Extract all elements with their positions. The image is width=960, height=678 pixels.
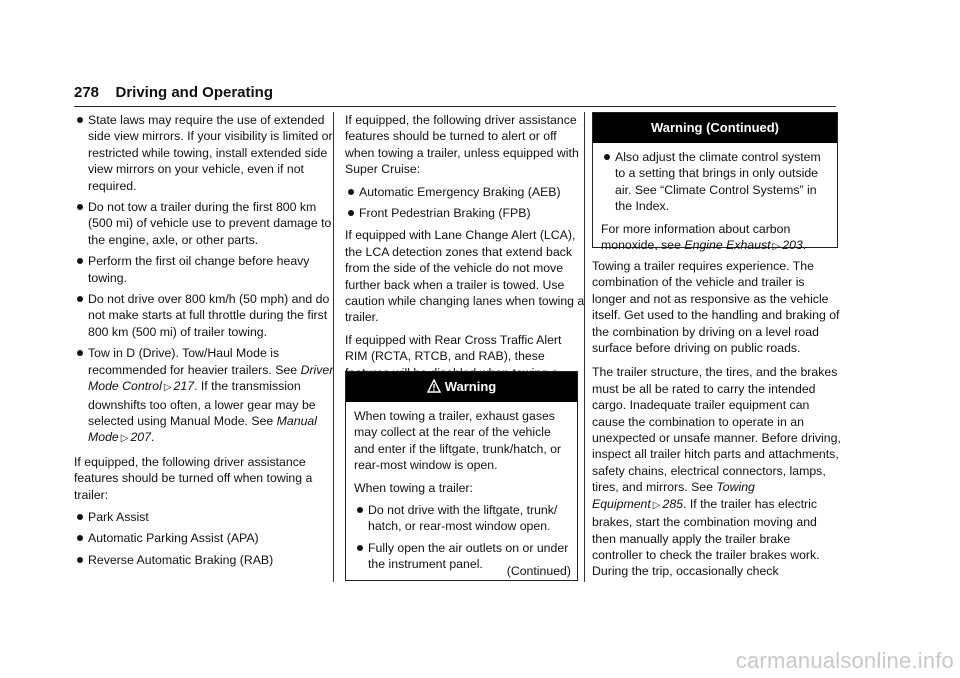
warning-continued-title: Warning (Continued) xyxy=(593,113,837,143)
list-item: Park Assist xyxy=(74,509,336,525)
paragraph-text: The trailer structure, the tires, and the brakes must be all be rated to carry the intended cargo. Inadequate trailer equipment can cause the combination to operate in an unexpected or unsafe manner. Before driving, inspect all trailer hitch parts and attachments, safety chains, electrical connectors, lamps, tires, and mirrors. See xyxy=(592,365,841,495)
page-ref-icon: ▷ xyxy=(772,241,781,253)
warning-title-bar xyxy=(346,372,577,402)
page-ref-icon: ▷ xyxy=(163,382,172,394)
bullet-list-2 xyxy=(74,509,336,568)
continued-label: (Continued) xyxy=(506,564,571,578)
column-2 xyxy=(345,112,585,404)
xref-towing-equipment[interactable]: Towing Equipment xyxy=(592,480,755,511)
warning-continued-body xyxy=(593,143,837,265)
paragraph xyxy=(592,364,842,579)
page-ref-icon: ▷ xyxy=(120,433,129,445)
paragraph-text: . If the trailer has electric brakes, start the combination moving and then manually apply the trailer brake controller to check the trailer brakes work. During the trip, occasionally check xyxy=(592,496,820,579)
list-item: Automatic Parking Assist (APA) xyxy=(74,530,336,546)
list-item: Front Pedestrian Braking (FPB) xyxy=(345,205,585,221)
warning-bullets xyxy=(354,502,569,573)
paragraph: Towing a trailer requires experience. The combination of the vehicle and trailer is longer and not as responsive as the vehicle itself. Get used to the handling and braking of the combination by driving on a level road surface before driving on public roads. xyxy=(592,259,840,356)
column-divider xyxy=(333,112,334,582)
list-item: Do not tow a trailer during the first 800 km (500 mi) of vehicle use to prevent damage to the engine, axle, or other parts. xyxy=(74,199,336,248)
warning-bullets xyxy=(601,149,829,215)
warning-box xyxy=(345,371,578,581)
list-item: Do not drive with the liftgate, trunk/ hatch, or rear-most window open. xyxy=(354,502,569,535)
page-number: 278 xyxy=(74,84,100,101)
xref-driver-mode-control[interactable]: Driver Mode Control xyxy=(88,362,334,394)
warning-paragraph: When towing a trailer, exhaust gases may collect at the rear of the vehicle and enter if the liftgate, trunk/hatch, or rear-most window is open. xyxy=(354,409,562,473)
column-3-text xyxy=(592,258,842,588)
warning-continued-box xyxy=(592,112,838,253)
paragraph: If equipped with Rear Cross Traffic Alert RIM (RCTA, RTCB, and RAB), these xyxy=(345,332,562,364)
warning-text: For more information about carbon monoxide, see xyxy=(601,221,791,253)
page-ref-number[interactable]: 207 xyxy=(130,430,151,445)
list-item: Automatic Emergency Braking (AEB) xyxy=(345,184,585,200)
xref-engine-exhaust[interactable]: Engine Exhaust xyxy=(684,238,771,253)
page-ref-number[interactable]: 217 xyxy=(173,379,195,394)
list-item: Do not drive over 800 km/h (50 mph) and do not make starts at full throttle during the first 800 km (500 mi) of trailer towing. xyxy=(74,291,336,340)
paragraph: If equipped with Lane Change Alert (LCA), the LCA detection zones that extend back from the side of the vehicle do not move further back when a trailer is towed. Use caution while changing lanes when towing a trailer. xyxy=(345,228,585,325)
warning-paragraph xyxy=(601,221,829,256)
paragraph: If equipped, the following driver assistance features should be turned to alert or off when towing a trailer, unless equipped with Super Cruise: xyxy=(345,113,579,177)
bullet-list-1 xyxy=(74,112,336,448)
warning-paragraph: When towing a trailer: xyxy=(354,480,473,495)
paragraph: If equipped, the following driver assistance features should be turned off when towing a trailer: xyxy=(74,454,313,502)
list-item: State laws may require the use of extended side view mirrors. If your visibility is limited or restricted while towing, install extended side view mirrors on your vehicle, even if not required. xyxy=(74,112,336,194)
page-ref-icon: ▷ xyxy=(652,499,661,511)
watermark: carmanualsonline.info xyxy=(735,648,954,673)
page-header xyxy=(74,84,836,107)
warning-triangle-icon xyxy=(427,379,441,393)
list-item: Perform the first oil change before heavy towing. xyxy=(74,253,336,286)
tow-d-text-1: Tow in D (Drive). Tow/Haul Mode is recommended for heavier trailers. See xyxy=(88,346,301,377)
bullet-list xyxy=(345,184,585,222)
list-item: Fully open the air outlets on or under the instrument panel. xyxy=(354,540,569,573)
page-ref-number[interactable]: 203 xyxy=(782,238,803,253)
xref-manual-mode[interactable]: Manual Mode xyxy=(88,413,318,445)
warning-text-end: . xyxy=(802,238,807,253)
list-item: Reverse Automatic Braking (RAB) xyxy=(74,552,336,568)
list-item: Also adjust the climate control system to a setting that brings in only outside air. See “Climate Control Systems” in the Index. xyxy=(601,149,829,215)
section-title: Driving and Operating xyxy=(115,84,273,101)
column-1 xyxy=(74,112,336,574)
warning-body xyxy=(346,402,577,585)
warning-title: Warning xyxy=(444,379,497,394)
tow-d-text-2: . If the transmission downshifts too often, a lower gear may be selected using Manual Mode. See xyxy=(88,379,316,428)
tow-d-text-3: . xyxy=(151,430,155,445)
column-divider xyxy=(584,112,585,582)
list-item-tow-d xyxy=(74,345,336,447)
page-ref-number[interactable]: 285 xyxy=(662,496,684,511)
